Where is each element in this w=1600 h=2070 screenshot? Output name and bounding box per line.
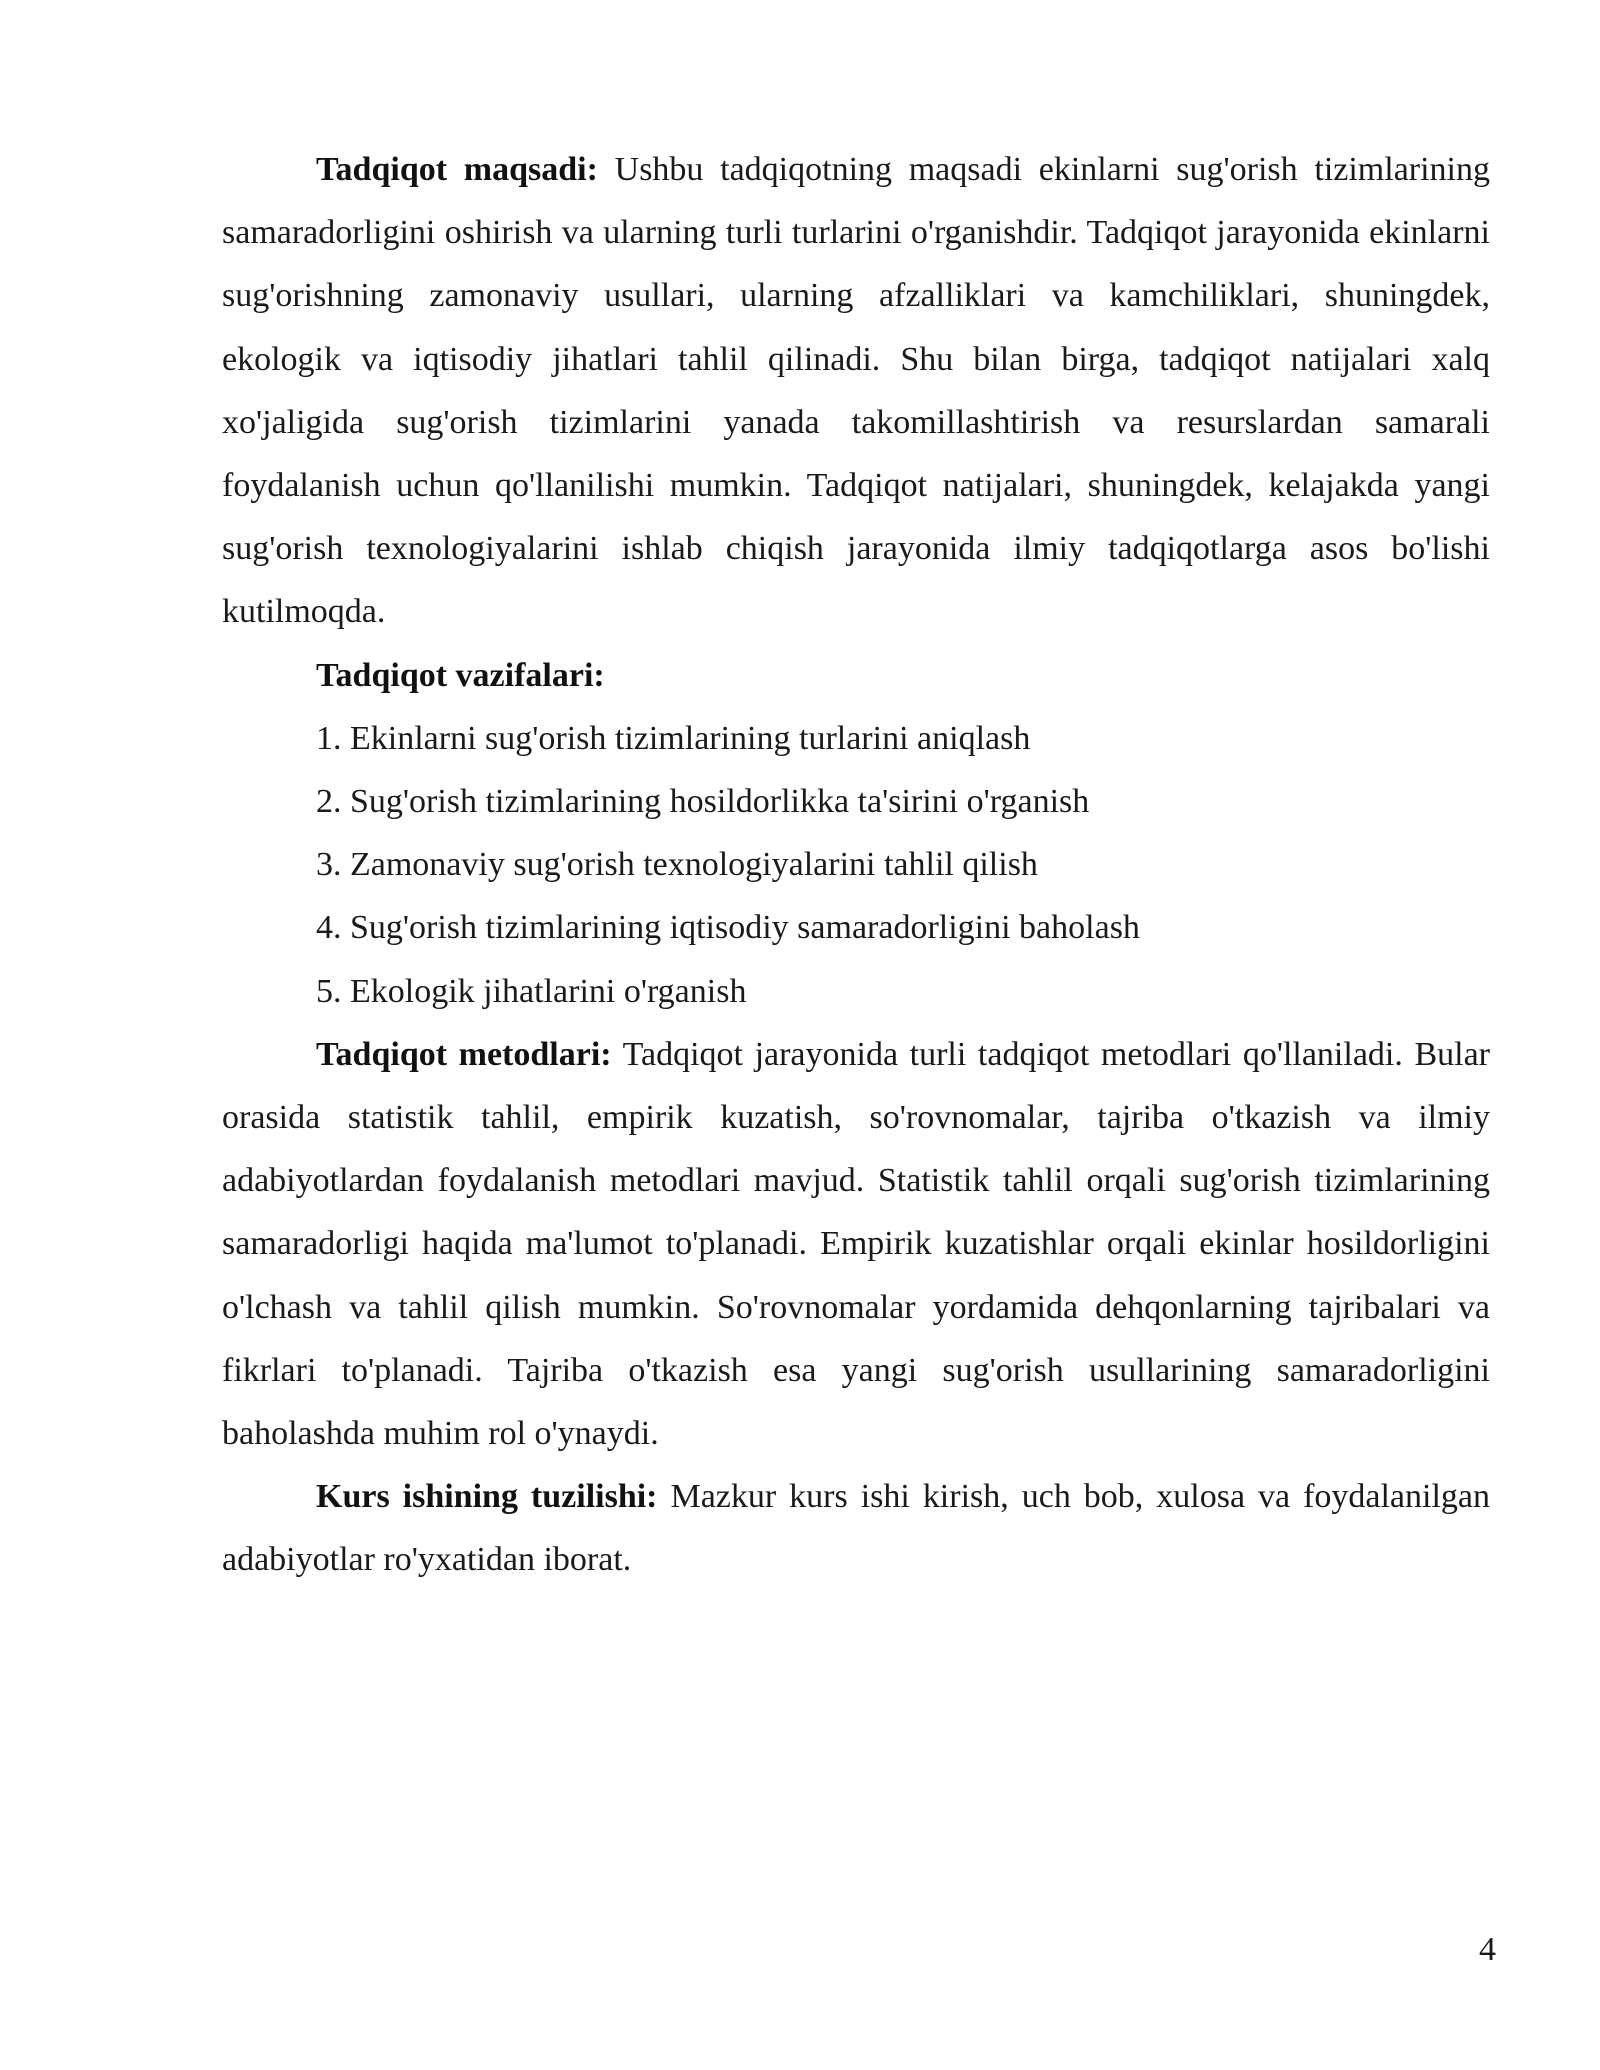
task-item: 3. Zamonaviy sug'orish texnologiyalarini tahlil qilish — [316, 846, 1038, 884]
document-page — [222, 138, 1490, 1592]
task-item: 4. Sug'orish tizimlarining iqtisodiy samaradorligini baholash — [316, 909, 1140, 947]
structure-text: Mazkur kurs ishi kirish, uch bob, xulosa va foydalanilgan adabiyotlar ro'yxatidan iborat. — [222, 1478, 1491, 1579]
methods-label: Tadqiqot metodlari: — [316, 1035, 612, 1073]
page-number: 4 — [1479, 1931, 1496, 1968]
aim-paragraph — [222, 138, 1490, 644]
tasks-heading — [222, 644, 1490, 707]
aim-label: Tadqiqot maqsadi: — [316, 151, 598, 188]
task-item: 2. Sug'orish tizimlarining hosildorlikka ta'sirini o'rganish — [316, 783, 1090, 821]
aim-text: Ushbu tadqiqotning maqsadi ekinlarni sug'orish tizimlarining samaradorligini oshirish va ularning turli turlarini o'rganishdir. Tadqiqot jarayonida ekinlarni sug'orishning zamonaviy usullari, ularning afzalliklari va kamchiliklari, shuningdek, ekologik va iqtisodiy jihatlari tahlil qilinadi. Shu bilan birga, tadqiqot natijalari xalq xo'jaligida sug'orish tizimlarini yanada takomillashtirish va resurslardan samarali foydalanish uchun qo'llanilishi mumkin. Tadqiqot natijalari, shuningdek, kelajakda yangi sug'orish texnologiyalarini ishlab chiqish jarayonida ilmiy tadqiqotlarga asos bo'lishi kutilmoqda. — [222, 151, 1491, 631]
tasks-list — [222, 707, 1490, 1023]
task-item: 5. Ekologik jihatlarini o'rganish — [316, 972, 747, 1010]
structure-label: Kurs ishining tuzilishi: — [316, 1478, 658, 1516]
structure-paragraph — [222, 1465, 1490, 1591]
tasks-label: Tadqiqot vazifalari: — [316, 656, 605, 694]
methods-text: Tadqiqot jarayonida turli tadqiqot metodlari qo'llaniladi. Bular orasida statistik tahlil, empirik kuzatish, so'rovnomalar, tajriba o'tkazish va ilmiy adabiyotlardan foydalanish metodlari mavjud. Statistik tahlil orqali sug'orish tizimlarining samaradorligi haqida ma'lumot to'planadi. Empirik kuzatishlar orqali ekinlar hosildorligini o'lchash va tahlil qilish mumkin. So'rovnomalar yordamida dehqonlarning tajribalari va fikrlari to'planadi. Tajriba o'tkazish esa yangi sug'orish usullarining samaradorligini baholashda muhim rol o'ynaydi. — [222, 1035, 1490, 1453]
methods-paragraph — [222, 1023, 1490, 1465]
task-item: 1. Ekinlarni sug'orish tizimlarining turlarini aniqlash — [316, 719, 1031, 757]
